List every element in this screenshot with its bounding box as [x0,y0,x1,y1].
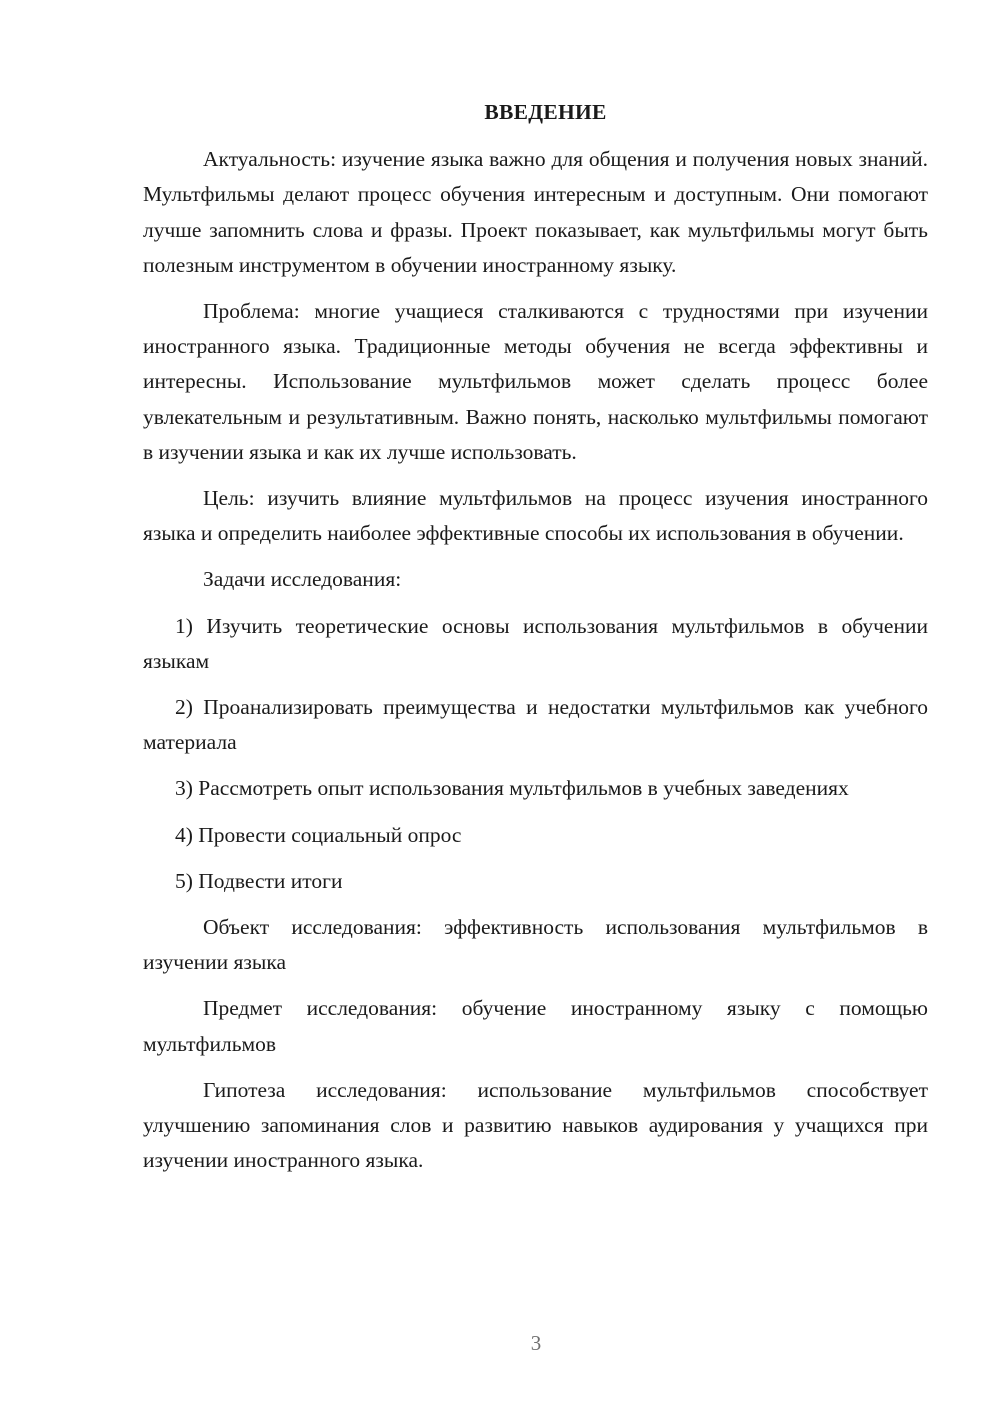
list-item: 3) Рассмотреть опыт использования мультфильмов в учебных заведениях [175,776,849,801]
hypothesis-paragraph: Гипотеза исследования: использование мультфильмов способствует улучшению запоминания слов и развитию навыков аудирования у учащихся при изучении иностранного языка. [143,1077,928,1173]
subject-paragraph: Предмет исследования: обучение иностранному языку с помощью мультфильмов [143,996,928,1056]
object-paragraph: Объект исследования: эффективность использования мультфильмов в изучении языка [143,915,928,975]
page-number: 3 [530,1331,542,1355]
problem-paragraph: Проблема: многие учащиеся сталкиваются с трудностями при изучении иностранного языка. Традиционные методы обучения не всегда эффективны и интересны. Использование мультфильмов может сделать процесс более увлекательным и результативным. Важно понять, насколько мультфильмы помогают в изучении языка и как их лучше использовать. [143,299,928,464]
page-title: ВВЕДЕНИЕ [484,100,607,124]
list-item: 5) Подвести итоги [175,868,343,893]
tasks-list [143,609,928,899]
goal-paragraph: Цель: изучить влияние мультфильмов на процесс изучения иностранного языка и определить наиболее эффективные способы их использования в обучении. [143,486,928,546]
list-item: 2) Проанализировать преимущества и недостатки мультфильмов как учебного материала [143,695,928,755]
relevance-paragraph: Актуальность: изучение языка важно для общения и получения новых знаний. Мультфильмы делают процесс обучения интересным и доступным. Они помогают лучше запомнить слова и фразы. Проект показывает, как мультфильмы могут быть полезным инструментом в обучении иностранному языку. [143,147,928,277]
list-item: 4) Провести социальный опрос [175,822,462,847]
document-page [143,95,928,1178]
tasks-heading: Задачи исследования: [203,567,402,592]
list-item: 1) Изучить теоретические основы использования мультфильмов в обучении языкам [143,613,928,673]
